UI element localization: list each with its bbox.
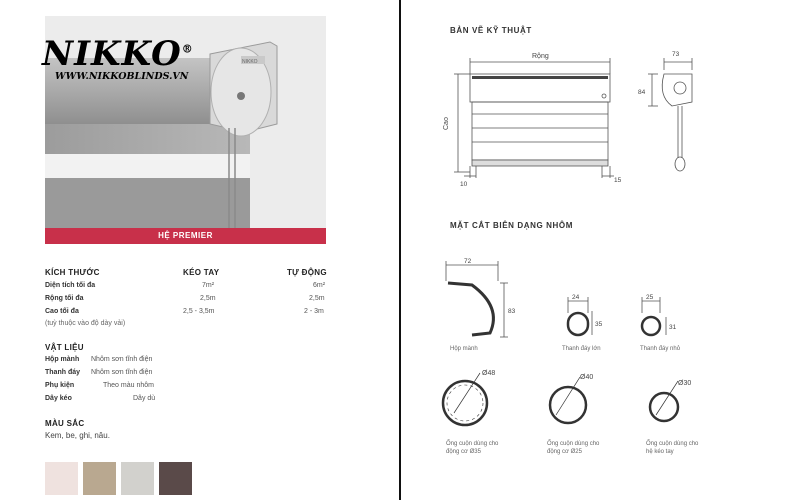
bar-large-height: 35 [595,321,603,328]
section-heading: MẶT CẮT BIÊN DẠNG NHÔM [450,221,573,230]
specs-col-auto: TỰ ĐỘNG [287,268,327,277]
specs-heading: KÍCH THƯỚC [45,268,100,277]
bar-small-caption: Thanh đáy nhỏ [640,346,681,352]
material-label: Thanh đáy [45,369,81,376]
material-value: Theo màu nhôm [103,382,154,389]
material-value: Dây dù [133,395,156,402]
housing-width: 72 [464,258,472,265]
dim-bottom-left: 10 [460,181,468,188]
brand-logo: NIKKO® [42,34,194,74]
width-label: Rộng [532,53,549,60]
profile-sections [402,255,800,350]
tube2-caption: Ống cuộn dùng cho động cơ Ø25 [547,441,600,455]
spec-auto: 2 - 3m [304,308,324,315]
color-swatch-cream [45,462,78,495]
bracket-label: NIKKO [242,59,258,65]
bar-small-height: 31 [669,324,677,331]
bar-large-width: 24 [572,294,580,301]
roller-tubes [402,365,800,435]
color-swatch-brown [159,462,192,495]
tube2-diameter: Ø40 [580,374,594,381]
dim-side-width: 73 [672,51,680,58]
technical-drawing [402,40,800,190]
tube1-diameter: Ø48 [482,370,496,377]
height-label: Cao [443,117,450,130]
materials-heading: VẬT LIỆU [45,343,84,352]
dim-side-height: 84 [638,89,646,96]
housing-height: 83 [508,308,516,315]
material-value: Nhôm sơn tĩnh điện [91,369,153,376]
color-swatch-grey [121,462,154,495]
spec-manual: 7m² [202,282,215,289]
tube1-caption: Ống cuộn dùng cho động cơ Ø35 [446,441,499,455]
specs-col-manual: KÉO TAY [183,268,220,277]
spec-manual: 2,5 - 3,5m [183,308,215,315]
colors-text: Kem, be, ghi, nâu. [45,431,110,440]
spec-auto: 6m² [313,282,326,289]
spec-manual: 2,5m [200,295,216,302]
spec-note: (tuỳ thuộc vào độ dày vải) [45,320,126,327]
dim-bottom-right: 15 [614,177,622,184]
spec-label: Rộng tối đa [45,295,84,302]
material-label: Phụ kiện [45,382,75,389]
spec-auto: 2,5m [309,295,325,302]
material-label: Dây kéo [45,395,72,402]
tube3-diameter: Ø30 [678,380,692,387]
product-banner: HỆ PREMIER [45,228,326,244]
drawing-heading: BẢN VẼ KỸ THUẬT [450,26,532,35]
bar-small-width: 25 [646,294,654,301]
tube3-caption: Ống cuộn dùng cho hệ kéo tay [646,441,699,455]
spec-label: Diện tích tối đa [45,282,96,289]
technical-page [402,0,800,500]
material-label: Hộp mành [45,356,80,363]
spec-label: Cao tối đa [45,308,79,315]
color-swatch-beige [83,462,116,495]
page-divider [399,0,401,500]
bar-large-caption: Thanh đáy lớn [562,346,601,352]
housing-caption: Hộp mành [450,346,478,352]
material-value: Nhôm sơn tĩnh điện [91,356,153,363]
colors-heading: MÀU SẮC [45,419,85,428]
brand-website: WWW.NIKKOBLINDS.VN [55,71,189,82]
